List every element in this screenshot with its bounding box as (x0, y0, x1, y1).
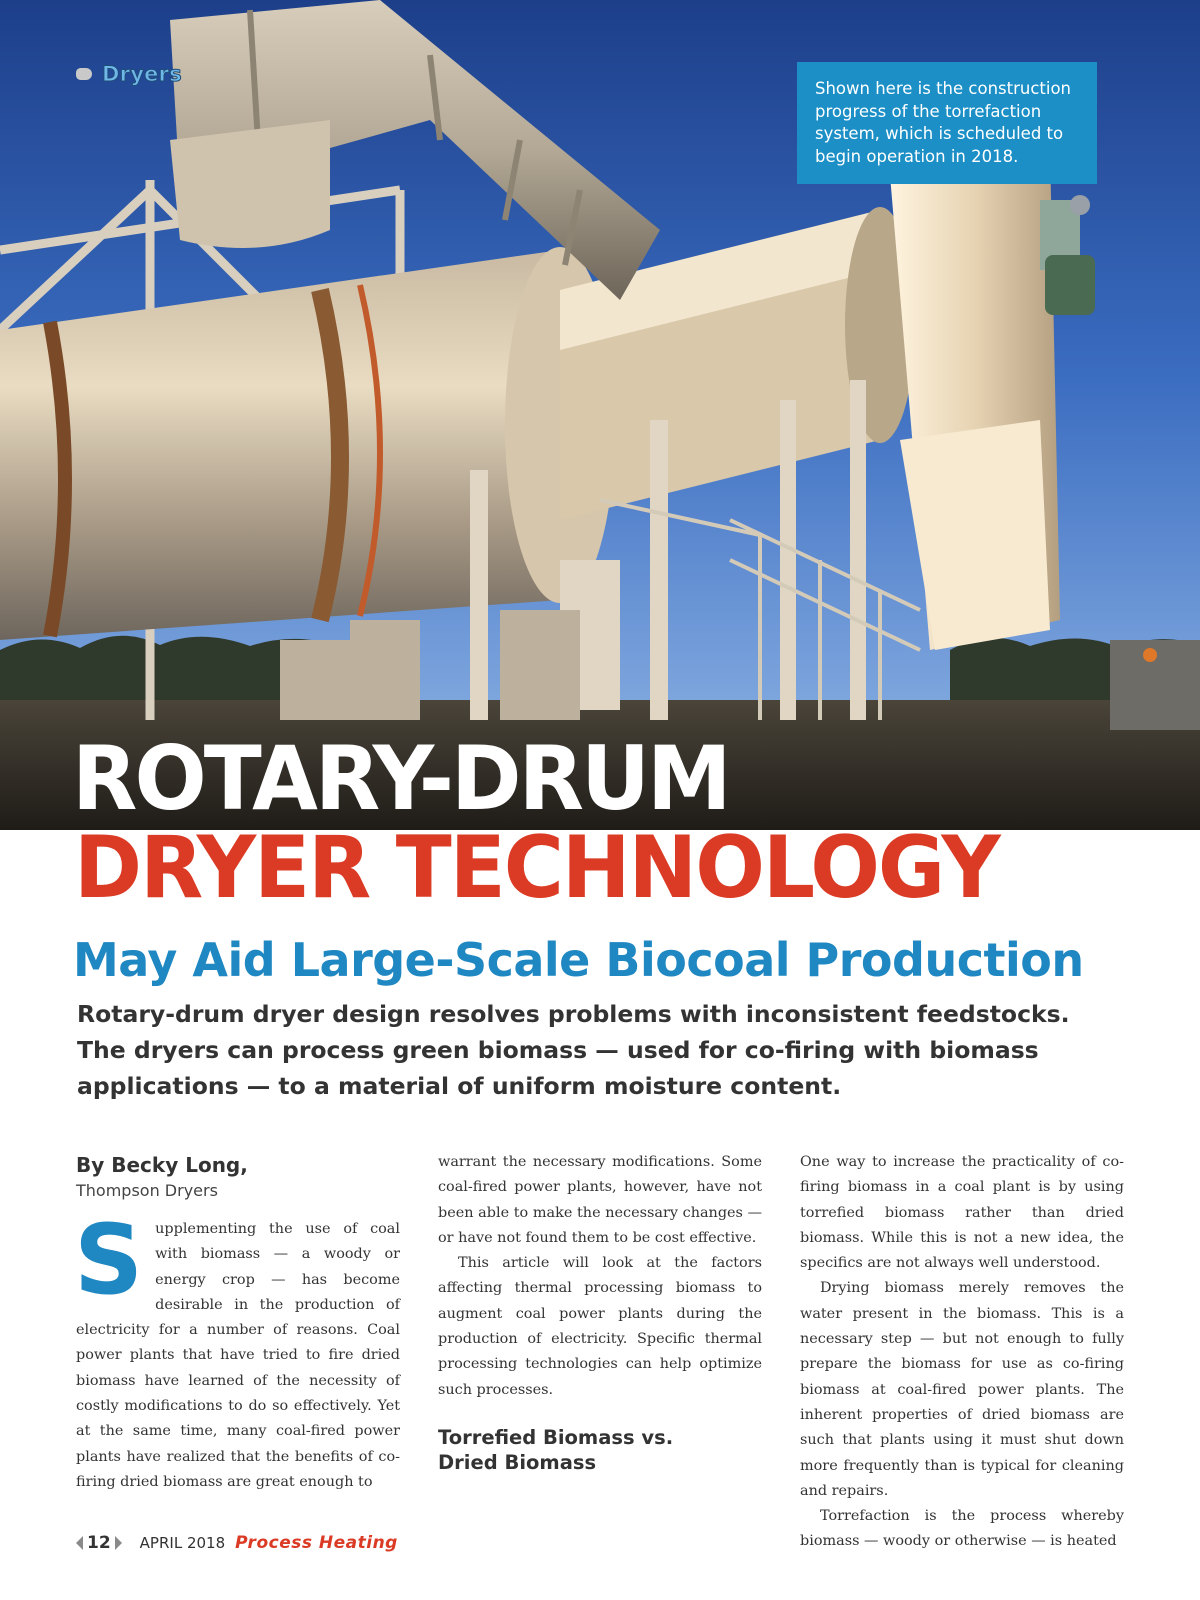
section-tag (76, 62, 182, 86)
article-paragraph-3: One way to increase the practicality of co-firing biomass in a coal plant is by using torrefied biomass rather than dried biomass. While this is not a new idea, the specifics are not always well understood. (800, 1154, 1124, 1272)
article-paragraph-5: Torrefaction is the process whereby biomass — woody or otherwise — is heated (800, 1508, 1124, 1550)
section-bullet-icon (76, 68, 92, 80)
article-paragraph-1-continued: warrant the necessary modifications. Some coal-fired power plants, however, have not been able to make the necessary changes — or have not found them to be cost effective. (438, 1154, 762, 1246)
headline-subtitle: May Aid Large-Scale Biocoal Production (73, 933, 1084, 987)
article-column-1 (76, 1150, 400, 1495)
author-name: By Becky Long, (76, 1153, 248, 1177)
author-organization: Thompson Dryers (76, 1181, 218, 1200)
headline-line-1: ROTARY-DRUM (72, 727, 729, 831)
magazine-name: Process Heating (235, 1533, 398, 1553)
subhead-line-1: Torrefied Biomass vs. (438, 1425, 674, 1449)
subhead-line-2: Dried Biomass (438, 1450, 597, 1474)
headline-line-2: DRYER TECHNOLOGY (74, 818, 999, 918)
photo-caption: Shown here is the construction progress of the torrefaction system, which is scheduled to begin operation in 2018. (815, 79, 1072, 166)
subhead (438, 1425, 762, 1475)
article-column-3 (800, 1150, 1124, 1555)
article-paragraph-2: This article will look at the factors affecting thermal processing biomass to augment coal power plants during the production of electricity. Specific thermal processing technologies can help optimize such processes. (438, 1255, 762, 1398)
page-number-block (76, 1533, 122, 1553)
section-label: Dryers (102, 62, 182, 86)
page-left-arrow-icon (76, 1536, 83, 1550)
article-paragraph-1 (74, 1204, 400, 1495)
article-deck: Rotary-drum dryer design resolves problems with inconsistent feedstocks. The dryers can process green biomass — used for co-firing with biomass applications — to a material of uniform moisture content. (77, 1000, 1070, 1100)
issue-date: APRIL 2018 (139, 1534, 226, 1552)
page-number: 12 (87, 1533, 111, 1553)
page-footer (76, 1530, 398, 1556)
page-right-arrow-icon (115, 1536, 122, 1550)
article-column-2 (438, 1150, 762, 1477)
article-paragraph-4: Drying biomass merely removes the water present in the biomass. This is a necessary step — but not enough to fully prepare the biomass for use as co-firing biomass at coal-fired power plants. The inherent properties of dried biomass are such that plants using it must shut down more frequently than is typical for cleaning and repairs. (800, 1280, 1124, 1499)
drop-cap: S (74, 1204, 144, 1316)
paragraph-1-text: upplementing the use of coal with biomass — a woody or energy crop — has become desirable in the production of electricity for a number of reasons. Coal power plants that have tried to fire dried biomass have learned of the necessity of costly modifications to do so effectively. Yet at the same time, many coal-fired power plants have realized that the benefits of co-firing dried biomass are great enough to (76, 1221, 400, 1490)
photo-caption-box (797, 62, 1097, 184)
